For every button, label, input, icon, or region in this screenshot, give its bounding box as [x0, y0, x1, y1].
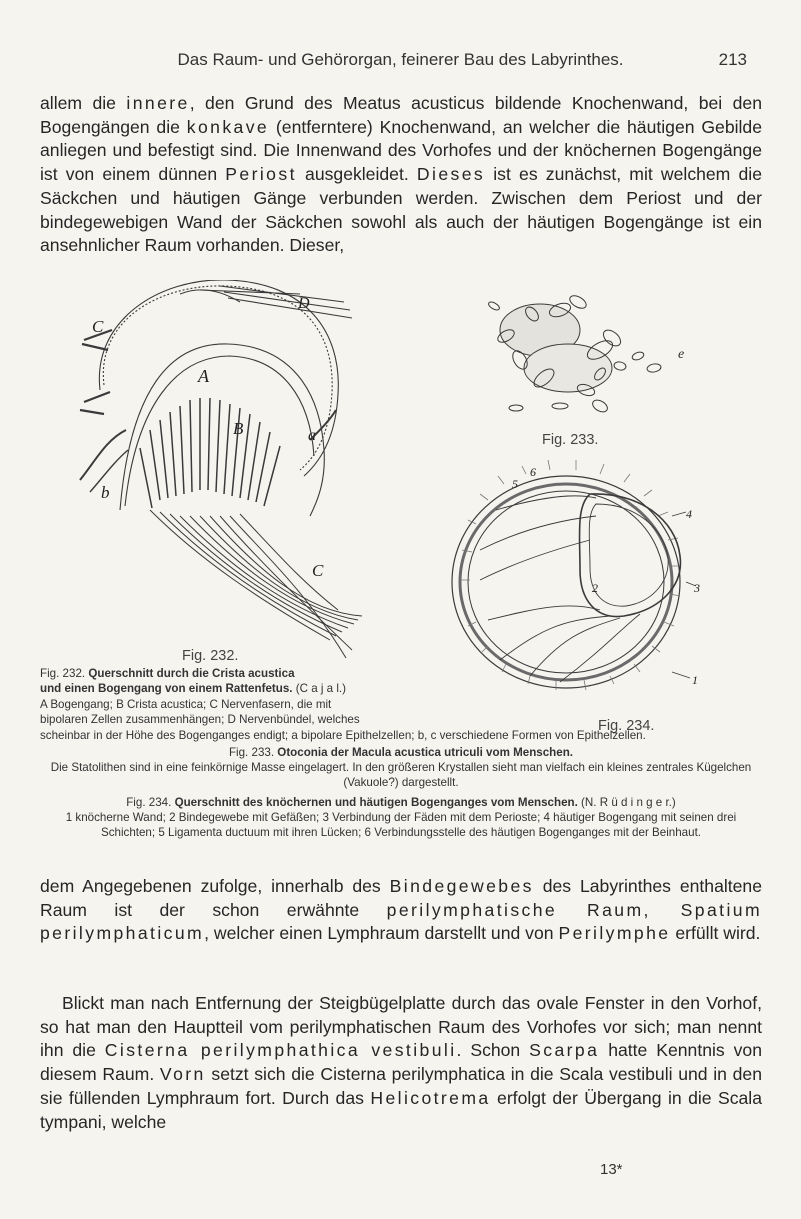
fig233-label: Fig. 233.	[542, 432, 599, 448]
caption-fig232-line4	[40, 712, 490, 727]
caption-prefix: Fig. 232.	[40, 667, 89, 680]
caption-title: Otoconia der Macula acustica utriculi vom Menschen.	[277, 746, 574, 759]
caption-title: und einen Bogengang von einem Rattenfetus.	[40, 682, 293, 695]
text-run: (entferntere) Knochenwand, an welcher die häutigen Gebilde anliegen und befestigt sind. Die Innenwand des Vorhofes und der knöchernen Bogengänge ist von einem dünnen	[40, 116, 763, 185]
caption-prefix: Fig. 234.	[126, 796, 175, 809]
caption-prefix: Fig. 233.	[228, 746, 278, 759]
fig234-number: 1	[692, 673, 698, 687]
caption-author: (N. R ü d i n g e r.)	[577, 796, 676, 809]
text-run: . Schon	[456, 1040, 530, 1061]
body-paragraph-bottom	[40, 992, 762, 1134]
caption-fig234	[40, 795, 762, 840]
fig232-letter: D	[298, 295, 310, 312]
caption-title: Querschnitt durch die Crista acustica	[88, 667, 295, 680]
spaced-term: innere	[126, 93, 190, 113]
fig232-letter: b	[101, 483, 110, 502]
text-run: , welcher einen Lymphraum darstellt und von	[204, 923, 559, 944]
spaced-term: Scarpa	[529, 1040, 600, 1061]
fig232-letter: A	[198, 366, 209, 386]
caption-text: 1 knöcherne Wand; 2 Bindegewebe mit Gefäßen; 3 Verbindung der Fäden mit dem Perioste; 4 häutiger Bogengang mit seinen drei Schichten; 5 Ligamenta ductuum mit ihren Lücken; 6 Verbindungsstelle des häutigen Bogenganges mit der Beinhaut.	[65, 811, 737, 839]
fig234-label: Fig. 234.	[598, 718, 655, 734]
spaced-term: konkave	[186, 116, 270, 137]
text-run: hatte Kenntnis von diesem Raum.	[40, 1040, 763, 1085]
caption-author: (C a j a l.)	[292, 682, 346, 695]
spaced-term: Cisterna perilymphathica vestibuli	[104, 1040, 457, 1061]
text-run: erfüllt wird.	[670, 923, 761, 944]
spaced-term: Bindegewebes	[389, 876, 534, 896]
fig234-number: 5	[512, 477, 518, 491]
text-run: dem Angegebenen zufolge, innerhalb des	[40, 876, 390, 896]
fig234-number: 3	[694, 581, 700, 595]
caption-text: scheinbar in der Höhe des Bogenganges endigt; a bipolare Epithelzellen; b, c verschiedene Formen von Epithelzellen.	[40, 729, 646, 742]
fig232-label: Fig. 232.	[182, 648, 239, 664]
text-run: erfolgt der Übergang in die Scala tympani, welche	[40, 1087, 762, 1132]
fig234-number: 2	[592, 581, 598, 595]
signature-mark: 13*	[600, 1161, 623, 1178]
caption-fig232-line5	[40, 728, 770, 743]
page-header	[0, 50, 801, 74]
caption-text: bipolaren Zellen zusammenhängen; D Nervenbündel, welches	[40, 713, 360, 726]
spaced-term: Dieses	[416, 164, 486, 185]
text-run: Blickt man nach Entfernung der Steigbügelplatte durch das ovale Fenster in den Vorhof, so hat man den Hauptteil vom perilymphatischen Raum des Vorhofes vor sich; man nennt ihn die	[40, 993, 762, 1061]
running-title: Das Raum- und Gehörorgan, feinerer Bau des Labyrinthes.	[177, 50, 624, 69]
caption-title: Querschnitt des knöchernen und häutigen Bogenganges vom Menschen.	[174, 796, 578, 809]
caption-fig232-line1	[40, 666, 490, 681]
spaced-term: Periost	[225, 164, 297, 185]
caption-fig233	[40, 745, 762, 790]
caption-fig232-line2	[40, 681, 490, 696]
spaced-term: Vorn	[159, 1064, 206, 1085]
fig232-letter: C	[312, 561, 324, 580]
fig234-number: 4	[686, 507, 692, 521]
text-run: setzt sich die Cisterna perilymphatica in die Scala vestibuli und in den sie füllenden Lymphraum fort. Durch das	[40, 1064, 763, 1108]
body-paragraph-middle	[40, 875, 762, 946]
spaced-term: Helicotrema	[370, 1087, 491, 1108]
page-number: 213	[718, 50, 747, 69]
caption-text: A Bogengang; B Crista acustica; C Nervenfasern, die mit	[40, 698, 332, 711]
fig232-letter: B	[233, 419, 244, 438]
text-run: des Labyrinthes enthaltene Raum ist der schon erwähnte	[40, 876, 763, 920]
spaced-term: perilymphatische Raum, Spatium perilymphaticum	[40, 899, 763, 944]
caption-fig232-line3	[40, 697, 490, 712]
text-run: ist es zunächst, mit welchem die Säckchen und häutigen Gänge verbunden werden. Zwischen dem Periost und der bindegewebigen Wand der Säckchen sowohl als auch der häutigen Bogengänge ist ein ansehnlicher Raum vorhanden. Dieser,	[40, 164, 762, 256]
fig234-number: 6	[530, 465, 536, 479]
fig232-letter: a	[308, 427, 316, 444]
caption-text: Die Statolithen sind in eine feinkörnige Masse eingelagert. In den größeren Krystallen sieht man vielfach ein kleines zentrales Kügelchen (Vakuole?) dargestellt.	[50, 761, 752, 789]
text-run: ausgekleidet.	[296, 164, 417, 185]
text-run: , den Grund des Meatus acusticus bildende Knochenwand, bei den Bogengängen die	[40, 93, 762, 137]
spaced-term: Perilymphe	[558, 923, 671, 944]
fig233-letter: e	[678, 347, 685, 362]
fig232-letter: C	[92, 317, 104, 336]
text-run: allem die	[40, 93, 127, 113]
body-paragraph-top	[40, 92, 762, 258]
